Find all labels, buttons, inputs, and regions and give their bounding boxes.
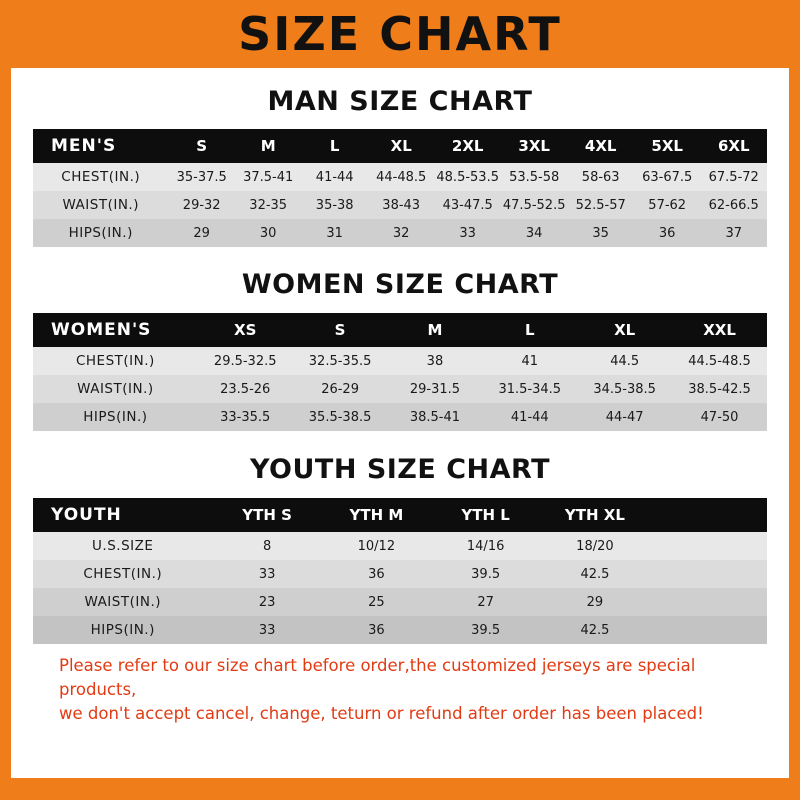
column-header: XXL bbox=[672, 313, 767, 347]
cell: 44-47 bbox=[577, 403, 672, 431]
row-label: HIPS(IN.) bbox=[33, 616, 212, 644]
table-row bbox=[33, 588, 767, 616]
cell: 52.5-57 bbox=[567, 191, 634, 219]
cell: 41 bbox=[482, 347, 577, 375]
column-header: XS bbox=[198, 313, 293, 347]
cell: 41-44 bbox=[482, 403, 577, 431]
cell: 35-37.5 bbox=[168, 163, 235, 191]
cell-spacer bbox=[650, 560, 767, 588]
cell: 43-47.5 bbox=[434, 191, 501, 219]
cell: 31.5-34.5 bbox=[482, 375, 577, 403]
cell: 23.5-26 bbox=[198, 375, 293, 403]
cell: 33 bbox=[212, 616, 321, 644]
men-size-table bbox=[33, 129, 767, 247]
cell: 34 bbox=[501, 219, 568, 247]
row-label: WAIST(IN.) bbox=[33, 588, 212, 616]
cell: 8 bbox=[212, 532, 321, 560]
content bbox=[11, 68, 789, 778]
column-header: 2XL bbox=[434, 129, 501, 163]
column-header: YTH XL bbox=[540, 498, 649, 532]
cell: 14/16 bbox=[431, 532, 540, 560]
table-row bbox=[33, 532, 767, 560]
column-header: 4XL bbox=[567, 129, 634, 163]
table-header-row bbox=[33, 498, 767, 532]
cell-spacer bbox=[650, 532, 767, 560]
cell: 35.5-38.5 bbox=[293, 403, 388, 431]
table-row bbox=[33, 616, 767, 644]
cell: 26-29 bbox=[293, 375, 388, 403]
cell-spacer bbox=[650, 616, 767, 644]
section-title-women: WOMEN SIZE CHART bbox=[241, 269, 559, 300]
cell: 33 bbox=[212, 560, 321, 588]
cell: 29 bbox=[168, 219, 235, 247]
cell: 32 bbox=[368, 219, 435, 247]
cell: 37 bbox=[700, 219, 767, 247]
cell: 48.5-53.5 bbox=[434, 163, 501, 191]
footer-note-line-1: Please refer to our size chart before order,the customized jerseys are special products, bbox=[59, 656, 696, 699]
bottom-accent-bar bbox=[11, 778, 789, 800]
cell: 38.5-41 bbox=[388, 403, 483, 431]
banner bbox=[11, 0, 789, 68]
women-size-table bbox=[33, 313, 767, 431]
cell: 44.5-48.5 bbox=[672, 347, 767, 375]
cell: 32-35 bbox=[235, 191, 302, 219]
row-label: CHEST(IN.) bbox=[33, 163, 168, 191]
column-header: 6XL bbox=[700, 129, 767, 163]
row-label: CHEST(IN.) bbox=[33, 560, 212, 588]
cell: 36 bbox=[322, 616, 431, 644]
cell: 10/12 bbox=[322, 532, 431, 560]
column-header: MEN'S bbox=[33, 129, 168, 163]
column-header: YOUTH bbox=[33, 498, 212, 532]
column-header: XL bbox=[577, 313, 672, 347]
column-header: S bbox=[168, 129, 235, 163]
table-row bbox=[33, 560, 767, 588]
cell: 35-38 bbox=[301, 191, 368, 219]
column-header: WOMEN'S bbox=[33, 313, 198, 347]
cell: 25 bbox=[322, 588, 431, 616]
cell: 38-43 bbox=[368, 191, 435, 219]
column-header: L bbox=[482, 313, 577, 347]
cell: 31 bbox=[301, 219, 368, 247]
table-header-row bbox=[33, 313, 767, 347]
cell: 38 bbox=[388, 347, 483, 375]
column-header: 3XL bbox=[501, 129, 568, 163]
cell: 39.5 bbox=[431, 560, 540, 588]
cell: 57-62 bbox=[634, 191, 701, 219]
cell-spacer bbox=[650, 588, 767, 616]
table-row bbox=[33, 375, 767, 403]
cell: 39.5 bbox=[431, 616, 540, 644]
cell: 63-67.5 bbox=[634, 163, 701, 191]
cell: 35 bbox=[567, 219, 634, 247]
cell: 34.5-38.5 bbox=[577, 375, 672, 403]
cell: 67.5-72 bbox=[700, 163, 767, 191]
cell: 38.5-42.5 bbox=[672, 375, 767, 403]
row-label: U.S.SIZE bbox=[33, 532, 212, 560]
cell: 53.5-58 bbox=[501, 163, 568, 191]
cell: 29-32 bbox=[168, 191, 235, 219]
cell: 36 bbox=[634, 219, 701, 247]
column-header: M bbox=[235, 129, 302, 163]
cell: 36 bbox=[322, 560, 431, 588]
section-title-youth: YOUTH SIZE CHART bbox=[249, 454, 551, 485]
cell: 42.5 bbox=[540, 560, 649, 588]
table-header-row bbox=[33, 129, 767, 163]
column-header-spacer bbox=[650, 498, 767, 532]
cell: 33-35.5 bbox=[198, 403, 293, 431]
cell: 47.5-52.5 bbox=[501, 191, 568, 219]
cell: 37.5-41 bbox=[235, 163, 302, 191]
table-row bbox=[33, 347, 767, 375]
column-header: YTH S bbox=[212, 498, 321, 532]
cell: 44-48.5 bbox=[368, 163, 435, 191]
cell: 62-66.5 bbox=[700, 191, 767, 219]
footer-note-line-2: we don't accept cancel, change, teturn or refund after order has been placed! bbox=[59, 703, 704, 723]
row-label: WAIST(IN.) bbox=[33, 191, 168, 219]
cell: 29-31.5 bbox=[388, 375, 483, 403]
row-label: WAIST(IN.) bbox=[33, 375, 198, 403]
cell: 29.5-32.5 bbox=[198, 347, 293, 375]
column-header: 5XL bbox=[634, 129, 701, 163]
table-row bbox=[33, 191, 767, 219]
footer-note bbox=[33, 644, 767, 726]
cell: 44.5 bbox=[577, 347, 672, 375]
table-row bbox=[33, 163, 767, 191]
cell: 41-44 bbox=[301, 163, 368, 191]
cell: 42.5 bbox=[540, 616, 649, 644]
cell: 58-63 bbox=[567, 163, 634, 191]
column-header: M bbox=[388, 313, 483, 347]
row-label: HIPS(IN.) bbox=[33, 219, 168, 247]
column-header: L bbox=[301, 129, 368, 163]
cell: 47-50 bbox=[672, 403, 767, 431]
column-header: S bbox=[293, 313, 388, 347]
cell: 30 bbox=[235, 219, 302, 247]
table-row bbox=[33, 403, 767, 431]
cell: 29 bbox=[540, 588, 649, 616]
youth-size-table bbox=[33, 498, 767, 644]
column-header: YTH L bbox=[431, 498, 540, 532]
cell: 27 bbox=[431, 588, 540, 616]
row-label: HIPS(IN.) bbox=[33, 403, 198, 431]
column-header: YTH M bbox=[322, 498, 431, 532]
cell: 33 bbox=[434, 219, 501, 247]
page-title: SIZE CHART bbox=[238, 7, 562, 61]
table-row bbox=[33, 219, 767, 247]
row-label: CHEST(IN.) bbox=[33, 347, 198, 375]
cell: 32.5-35.5 bbox=[293, 347, 388, 375]
cell: 18/20 bbox=[540, 532, 649, 560]
cell: 23 bbox=[212, 588, 321, 616]
column-header: XL bbox=[368, 129, 435, 163]
section-title-men: MAN SIZE CHART bbox=[267, 86, 533, 117]
